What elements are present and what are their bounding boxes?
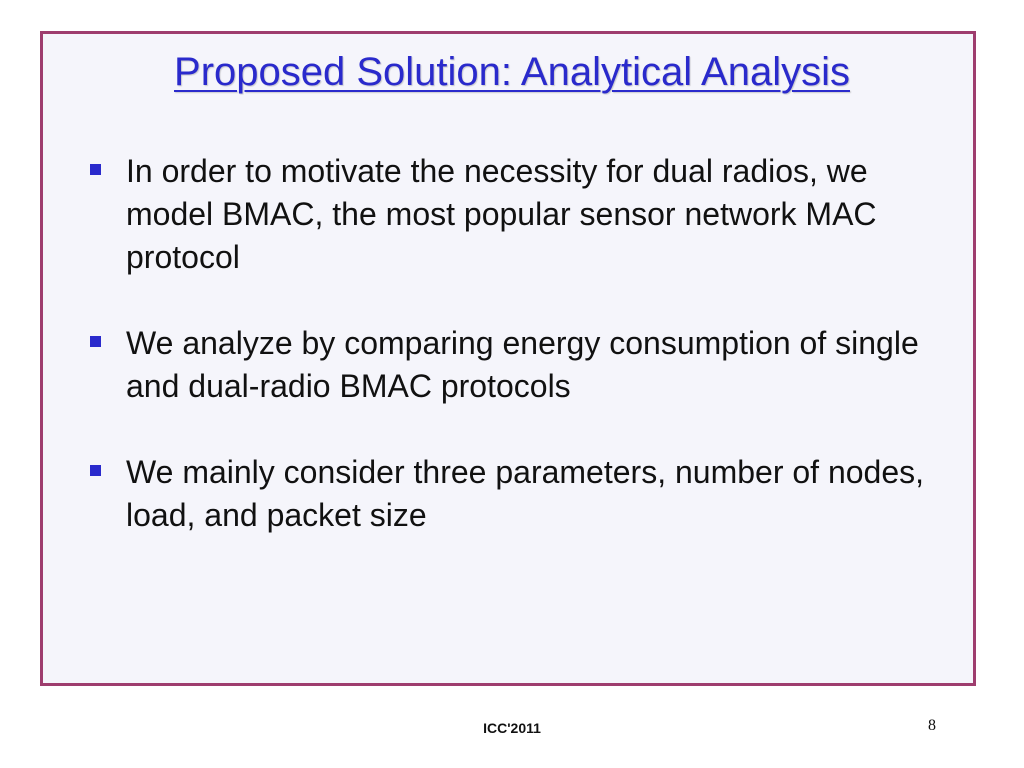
bullet-item [88, 322, 948, 408]
bullet-text: In order to motivate the necessity for dual radios, we model BMAC, the most popular sensor network MAC protocol [126, 153, 877, 275]
page-number: 8 [928, 717, 936, 734]
square-bullet-icon [90, 465, 101, 476]
square-bullet-icon [90, 164, 101, 175]
footer-conference: ICC'2011 [483, 720, 541, 736]
bullet-text: We mainly consider three parameters, number of nodes, load, and packet size [126, 454, 925, 533]
bullet-text: We analyze by comparing energy consumption of single and dual-radio BMAC protocols [126, 325, 919, 404]
square-bullet-icon [90, 336, 101, 347]
bullet-list [88, 150, 948, 580]
bullet-item [88, 150, 948, 279]
bullet-item [88, 451, 948, 537]
slide-title: Proposed Solution: Analytical Analysis [174, 50, 850, 94]
